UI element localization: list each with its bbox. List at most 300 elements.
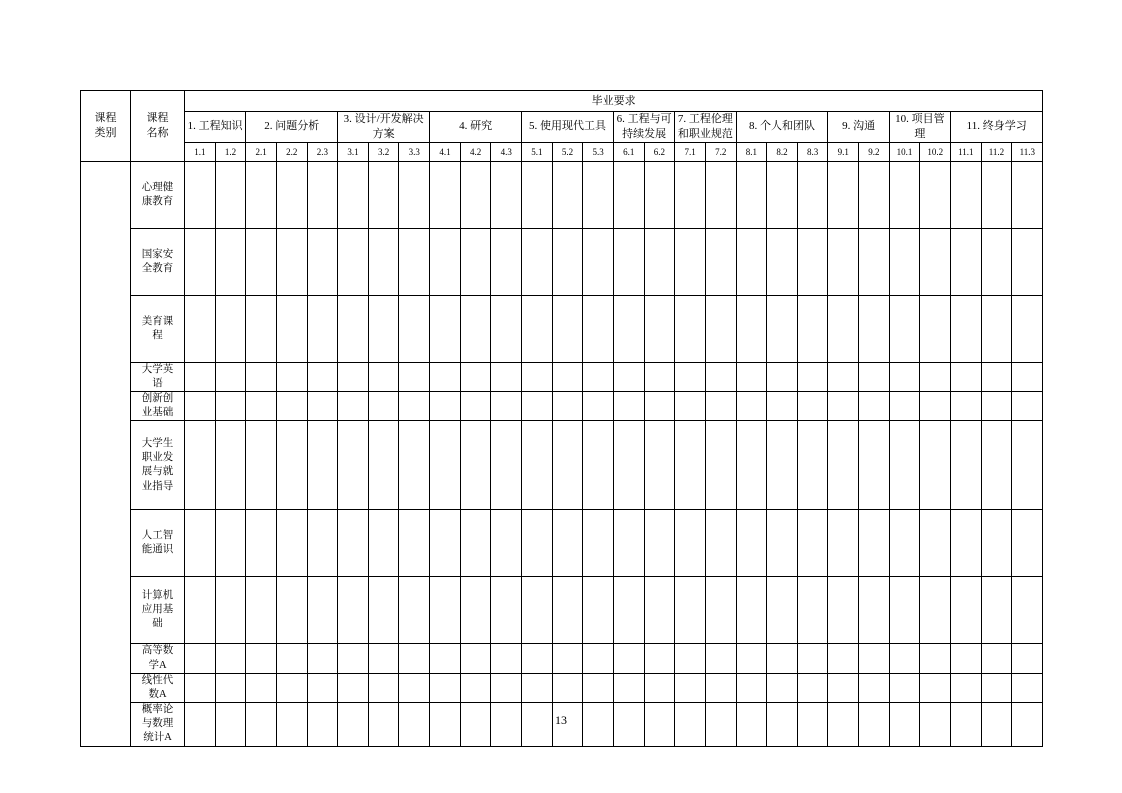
matrix-cell (276, 510, 307, 577)
matrix-cell (920, 510, 951, 577)
header-indicator-7-2: 7.2 (705, 142, 736, 161)
matrix-cell (460, 673, 491, 702)
matrix-cell (1012, 362, 1043, 391)
matrix-cell (644, 228, 675, 295)
matrix-cell (338, 295, 369, 362)
table-row (81, 295, 1043, 362)
matrix-cell (491, 421, 522, 510)
matrix-cell (430, 362, 461, 391)
matrix-cell (920, 644, 951, 673)
header-indicator-3-2: 3.2 (368, 142, 399, 161)
header-indicator-9-1: 9.1 (828, 142, 859, 161)
matrix-cell (246, 673, 277, 702)
matrix-cell (491, 673, 522, 702)
matrix-cell (522, 673, 553, 702)
matrix-cell (951, 577, 982, 644)
matrix-cell (276, 228, 307, 295)
course-name-line: 概率论 (141, 704, 174, 716)
matrix-cell (981, 161, 1012, 228)
matrix-cell (583, 510, 614, 577)
matrix-cell (736, 392, 767, 421)
matrix-cell (613, 161, 644, 228)
matrix-cell (460, 295, 491, 362)
matrix-cell (552, 510, 583, 577)
matrix-cell (552, 577, 583, 644)
matrix-cell (215, 362, 246, 391)
matrix-cell (185, 295, 216, 362)
header-indicator-8-2: 8.2 (767, 142, 798, 161)
matrix-cell (828, 673, 859, 702)
matrix-cell (767, 362, 798, 391)
matrix-cell (491, 577, 522, 644)
header-indicator-6-2: 6.2 (644, 142, 675, 161)
header-indicator-10-1: 10.1 (889, 142, 920, 161)
matrix-cell (583, 362, 614, 391)
matrix-cell (644, 362, 675, 391)
matrix-cell (705, 161, 736, 228)
header-requirement-group-7: 7. 工程伦理和职业规范 (675, 112, 736, 143)
course-name-line: 学A (148, 659, 167, 671)
matrix-cell (920, 673, 951, 702)
matrix-cell (399, 421, 430, 510)
matrix-cell (583, 644, 614, 673)
matrix-cell (797, 577, 828, 644)
course-name-line: 美育课 (141, 315, 174, 327)
header-requirement-group-8: 8. 个人和团队 (736, 112, 828, 143)
matrix-cell (797, 421, 828, 510)
matrix-cell (859, 421, 890, 510)
matrix-cell (705, 644, 736, 673)
matrix-cell (185, 161, 216, 228)
matrix-cell (736, 673, 767, 702)
course-name-line: 能通识 (141, 544, 174, 556)
header-indicator-6-1: 6.1 (613, 142, 644, 161)
matrix-cell (705, 510, 736, 577)
course-name-line: 语 (152, 377, 163, 389)
course-name-cell (131, 577, 185, 644)
matrix-cell (981, 421, 1012, 510)
matrix-cell (889, 392, 920, 421)
matrix-cell (552, 644, 583, 673)
matrix-cell (675, 362, 706, 391)
table-row (81, 644, 1043, 673)
matrix-cell (246, 228, 277, 295)
matrix-cell (613, 577, 644, 644)
header-indicator-5-3: 5.3 (583, 142, 614, 161)
matrix-cell (889, 577, 920, 644)
matrix-cell (522, 228, 553, 295)
header-requirement-group-2: 2. 问题分析 (246, 112, 338, 143)
matrix-cell (368, 161, 399, 228)
matrix-cell (859, 510, 890, 577)
matrix-cell (1012, 161, 1043, 228)
matrix-cell (859, 644, 890, 673)
matrix-cell (552, 392, 583, 421)
matrix-cell (552, 362, 583, 391)
matrix-cell (583, 161, 614, 228)
matrix-cell (613, 295, 644, 362)
matrix-cell (736, 510, 767, 577)
course-name-cell (131, 421, 185, 510)
matrix-cell (276, 295, 307, 362)
matrix-cell (552, 295, 583, 362)
matrix-cell (185, 644, 216, 673)
course-name-cell (131, 644, 185, 673)
header-indicator-3-3: 3.3 (399, 142, 430, 161)
matrix-cell (276, 161, 307, 228)
matrix-cell (920, 392, 951, 421)
matrix-cell (1012, 577, 1043, 644)
matrix-cell (859, 228, 890, 295)
matrix-cell (767, 295, 798, 362)
matrix-cell (246, 510, 277, 577)
matrix-cell (522, 510, 553, 577)
matrix-cell (1012, 392, 1043, 421)
course-name-line: 与数理 (141, 718, 174, 730)
table-row (81, 673, 1043, 702)
matrix-cell (368, 228, 399, 295)
matrix-cell (889, 673, 920, 702)
course-category-cell (81, 161, 131, 746)
matrix-cell (828, 510, 859, 577)
matrix-cell (644, 161, 675, 228)
matrix-cell (951, 644, 982, 673)
course-name-line: 职业发 (141, 452, 174, 464)
matrix-cell (491, 392, 522, 421)
matrix-cell (307, 577, 338, 644)
matrix-cell (705, 673, 736, 702)
matrix-cell (859, 362, 890, 391)
matrix-cell (920, 421, 951, 510)
matrix-cell (460, 362, 491, 391)
matrix-cell (338, 161, 369, 228)
header-course-name-line2: 名称 (146, 126, 169, 139)
matrix-cell (675, 228, 706, 295)
matrix-cell (307, 392, 338, 421)
matrix-cell (552, 673, 583, 702)
matrix-cell (246, 161, 277, 228)
matrix-cell (399, 644, 430, 673)
course-name-cell (131, 362, 185, 391)
matrix-cell (705, 295, 736, 362)
matrix-cell (951, 421, 982, 510)
header-requirement-group-11: 11. 终身学习 (951, 112, 1043, 143)
course-name-cell (131, 295, 185, 362)
matrix-cell (675, 421, 706, 510)
matrix-cell (430, 673, 461, 702)
matrix-cell (828, 392, 859, 421)
matrix-cell (460, 392, 491, 421)
matrix-cell (736, 362, 767, 391)
matrix-cell (552, 421, 583, 510)
matrix-cell (338, 421, 369, 510)
table-row (81, 577, 1043, 644)
matrix-cell (246, 392, 277, 421)
matrix-cell (307, 673, 338, 702)
matrix-cell (859, 577, 890, 644)
matrix-cell (583, 295, 614, 362)
matrix-cell (889, 421, 920, 510)
matrix-cell (613, 644, 644, 673)
matrix-cell (644, 644, 675, 673)
matrix-cell (460, 228, 491, 295)
header-indicator-11-3: 11.3 (1012, 142, 1043, 161)
matrix-cell (613, 673, 644, 702)
matrix-cell (705, 577, 736, 644)
header-graduation-requirements: 毕业要求 (185, 91, 1043, 112)
matrix-cell (675, 161, 706, 228)
page-number: 13 (555, 713, 567, 727)
matrix-cell (797, 673, 828, 702)
matrix-cell (828, 295, 859, 362)
matrix-cell (185, 577, 216, 644)
course-name-line: 创新创 (141, 393, 174, 405)
matrix-cell (430, 510, 461, 577)
matrix-cell (613, 421, 644, 510)
matrix-cell (399, 577, 430, 644)
matrix-cell (920, 161, 951, 228)
matrix-cell (246, 362, 277, 391)
matrix-cell (644, 577, 675, 644)
table-row (81, 421, 1043, 510)
matrix-cell (920, 228, 951, 295)
matrix-cell (246, 577, 277, 644)
matrix-cell (797, 362, 828, 391)
table-row (81, 161, 1043, 228)
matrix-cell (583, 577, 614, 644)
course-name-cell (131, 161, 185, 228)
matrix-cell (951, 392, 982, 421)
table-row (81, 228, 1043, 295)
course-name-line: 业基础 (141, 407, 174, 419)
matrix-cell (307, 421, 338, 510)
matrix-header-row-top (81, 91, 1043, 112)
matrix-cell (338, 510, 369, 577)
header-requirement-group-4: 4. 研究 (430, 112, 522, 143)
matrix-cell (215, 228, 246, 295)
matrix-cell (736, 577, 767, 644)
matrix-cell (736, 228, 767, 295)
table-row (81, 392, 1043, 421)
matrix-cell (736, 295, 767, 362)
matrix-cell (644, 421, 675, 510)
course-name-line: 人工智 (141, 530, 174, 542)
matrix-cell (430, 392, 461, 421)
matrix-cell (583, 228, 614, 295)
matrix-cell (644, 673, 675, 702)
matrix-cell (889, 228, 920, 295)
course-name-line: 展与就 (141, 466, 174, 478)
matrix-cell (583, 673, 614, 702)
matrix-cell (522, 392, 553, 421)
matrix-header-row-indicators (81, 142, 1043, 161)
matrix-cell (767, 228, 798, 295)
matrix-cell (185, 362, 216, 391)
header-indicator-2-3: 2.3 (307, 142, 338, 161)
matrix-cell (552, 161, 583, 228)
matrix-cell (797, 510, 828, 577)
matrix-cell (951, 228, 982, 295)
matrix-cell (981, 510, 1012, 577)
matrix-body (81, 161, 1043, 746)
table-row (81, 510, 1043, 577)
matrix-cell (920, 362, 951, 391)
matrix-cell (276, 362, 307, 391)
matrix-cell (981, 673, 1012, 702)
matrix-cell (276, 577, 307, 644)
matrix-cell (859, 161, 890, 228)
matrix-cell (797, 228, 828, 295)
header-indicator-5-1: 5.1 (522, 142, 553, 161)
matrix-cell (491, 228, 522, 295)
matrix-cell (675, 644, 706, 673)
matrix-cell (522, 577, 553, 644)
matrix-cell (491, 362, 522, 391)
matrix-cell (491, 295, 522, 362)
matrix-cell (522, 295, 553, 362)
matrix-cell (399, 392, 430, 421)
matrix-cell (307, 228, 338, 295)
header-indicator-2-1: 2.1 (246, 142, 277, 161)
header-indicator-11-1: 11.1 (951, 142, 982, 161)
header-indicator-5-2: 5.2 (552, 142, 583, 161)
matrix-cell (338, 644, 369, 673)
matrix-cell (859, 392, 890, 421)
matrix-cell (491, 510, 522, 577)
matrix-cell (276, 421, 307, 510)
matrix-cell (185, 392, 216, 421)
matrix-cell (276, 673, 307, 702)
matrix-cell (430, 421, 461, 510)
header-indicator-9-2: 9.2 (859, 142, 890, 161)
matrix-cell (338, 228, 369, 295)
matrix-cell (767, 421, 798, 510)
matrix-cell (215, 644, 246, 673)
matrix-cell (215, 295, 246, 362)
matrix-cell (981, 644, 1012, 673)
matrix-cell (215, 421, 246, 510)
matrix-cell (920, 577, 951, 644)
matrix-cell (675, 295, 706, 362)
matrix-cell (522, 161, 553, 228)
matrix-cell (583, 421, 614, 510)
matrix-cell (951, 295, 982, 362)
course-name-line: 高等数 (141, 645, 174, 657)
matrix-cell (460, 644, 491, 673)
matrix-cell (460, 510, 491, 577)
matrix-cell (889, 644, 920, 673)
course-name-line: 大学英 (141, 363, 174, 375)
curriculum-matrix-container (80, 90, 1042, 747)
matrix-cell (430, 577, 461, 644)
matrix-cell (185, 673, 216, 702)
matrix-cell (859, 295, 890, 362)
matrix-cell (368, 421, 399, 510)
matrix-cell (767, 673, 798, 702)
matrix-cell (705, 362, 736, 391)
matrix-cell (736, 161, 767, 228)
header-course-name (131, 91, 185, 162)
matrix-cell (675, 673, 706, 702)
matrix-cell (828, 644, 859, 673)
matrix-cell (338, 673, 369, 702)
matrix-cell (797, 295, 828, 362)
matrix-cell (644, 510, 675, 577)
header-indicator-7-1: 7.1 (675, 142, 706, 161)
matrix-cell (736, 421, 767, 510)
matrix-cell (399, 362, 430, 391)
matrix-cell (246, 644, 277, 673)
matrix-cell (399, 228, 430, 295)
matrix-cell (1012, 295, 1043, 362)
course-name-line: 全教育 (141, 262, 174, 274)
header-indicator-1-1: 1.1 (185, 142, 216, 161)
matrix-cell (767, 161, 798, 228)
matrix-cell (859, 673, 890, 702)
matrix-cell (981, 228, 1012, 295)
header-indicator-4-3: 4.3 (491, 142, 522, 161)
matrix-cell (981, 362, 1012, 391)
header-requirement-group-10: 10. 项目管理 (889, 112, 950, 143)
matrix-cell (1012, 510, 1043, 577)
matrix-cell (491, 644, 522, 673)
matrix-cell (368, 362, 399, 391)
matrix-cell (246, 421, 277, 510)
matrix-cell (583, 392, 614, 421)
matrix-cell (307, 644, 338, 673)
matrix-cell (828, 577, 859, 644)
matrix-cell (613, 510, 644, 577)
course-name-line: 心理健 (141, 181, 174, 193)
matrix-cell (460, 577, 491, 644)
matrix-cell (522, 644, 553, 673)
course-name-line: 大学生 (141, 438, 174, 450)
matrix-cell (215, 510, 246, 577)
header-requirement-group-9: 9. 沟通 (828, 112, 889, 143)
header-indicator-1-2: 1.2 (215, 142, 246, 161)
matrix-cell (889, 362, 920, 391)
matrix-cell (767, 577, 798, 644)
matrix-cell (430, 644, 461, 673)
matrix-cell (1012, 673, 1043, 702)
matrix-cell (736, 644, 767, 673)
matrix-cell (522, 421, 553, 510)
header-indicator-4-1: 4.1 (430, 142, 461, 161)
matrix-cell (368, 673, 399, 702)
matrix-cell (889, 295, 920, 362)
header-requirement-group-1: 1. 工程知识 (185, 112, 246, 143)
header-requirement-group-3: 3. 设计/开发解决方案 (338, 112, 430, 143)
matrix-cell (1012, 228, 1043, 295)
matrix-cell (399, 510, 430, 577)
matrix-cell (613, 362, 644, 391)
matrix-cell (613, 228, 644, 295)
matrix-cell (889, 510, 920, 577)
matrix-cell (276, 644, 307, 673)
matrix-cell (797, 644, 828, 673)
header-indicator-4-2: 4.2 (460, 142, 491, 161)
matrix-cell (307, 161, 338, 228)
matrix-cell (246, 295, 277, 362)
matrix-cell (368, 510, 399, 577)
matrix-cell (368, 295, 399, 362)
matrix-cell (460, 421, 491, 510)
course-name-cell (131, 510, 185, 577)
matrix-cell (399, 295, 430, 362)
course-name-line: 统计A (143, 732, 172, 744)
course-name-line: 应用基 (141, 604, 174, 616)
matrix-cell (215, 161, 246, 228)
